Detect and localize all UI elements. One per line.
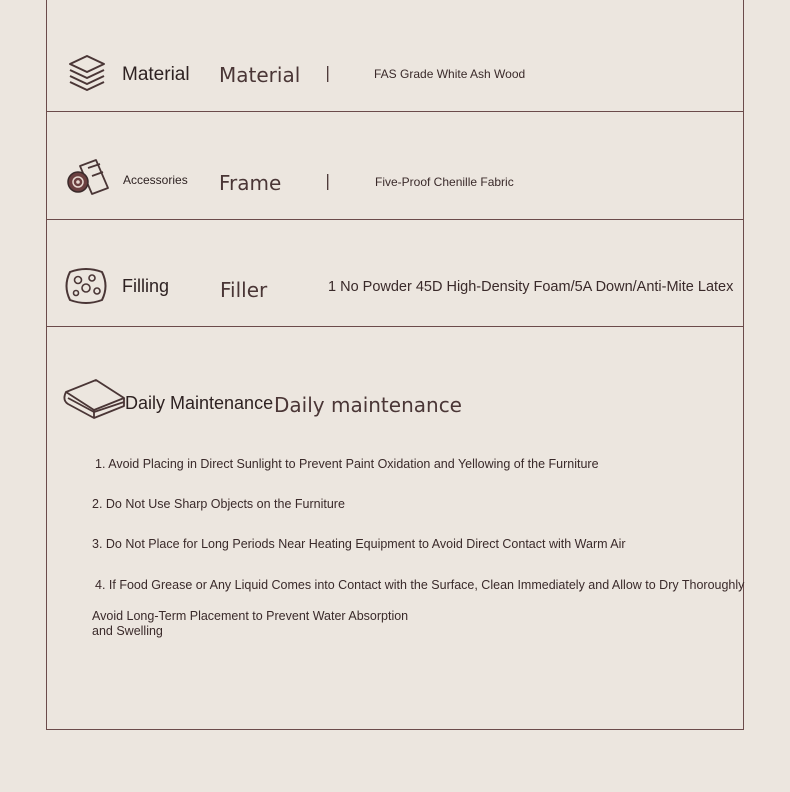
material-label-alt: Material bbox=[219, 63, 301, 87]
maintenance-item: 4. If Food Grease or Any Liquid Comes into Contact with the Surface, Clean Immediately and Allow to Dry Thoroughly bbox=[95, 578, 745, 592]
row-divider bbox=[46, 326, 744, 327]
filling-label: Filling bbox=[122, 276, 170, 296]
maintenance-item: Avoid Long-Term Placement to Prevent Water Absorption bbox=[92, 609, 409, 623]
accessories-label-alt: Frame bbox=[219, 171, 282, 195]
material-label: Material bbox=[122, 64, 190, 85]
fabric-roll-icon bbox=[66, 158, 112, 196]
maintenance-label: Daily Maintenance bbox=[125, 393, 274, 413]
filling-label-alt: Filler bbox=[220, 278, 268, 302]
accessories-value: Five-Proof Chenille Fabric bbox=[375, 175, 514, 189]
row-divider bbox=[46, 219, 744, 220]
material-value: FAS Grade White Ash Wood bbox=[374, 67, 526, 81]
folded-towel-icon bbox=[62, 376, 128, 424]
filling-value: 1 No Powder 45D High-Density Foam/5A Down/Anti-Mite Latex bbox=[328, 279, 734, 295]
maintenance-item: 1. Avoid Placing in Direct Sunlight to Prevent Paint Oxidation and Yellowing of the Furniture bbox=[95, 457, 599, 471]
accessories-separator: | bbox=[325, 171, 331, 190]
stacked-layers-icon bbox=[66, 52, 108, 94]
accessories-label: Accessories bbox=[123, 173, 188, 187]
row-divider bbox=[46, 111, 744, 112]
material-separator: | bbox=[325, 63, 331, 82]
maintenance-item: and Swelling bbox=[92, 624, 163, 638]
maintenance-item: 2. Do Not Use Sharp Objects on the Furniture bbox=[92, 497, 345, 511]
maintenance-item: 3. Do Not Place for Long Periods Near Heating Equipment to Avoid Direct Contact with Warm Air bbox=[92, 537, 626, 551]
maintenance-label-alt: Daily maintenance bbox=[274, 393, 462, 417]
sponge-icon bbox=[62, 266, 110, 306]
